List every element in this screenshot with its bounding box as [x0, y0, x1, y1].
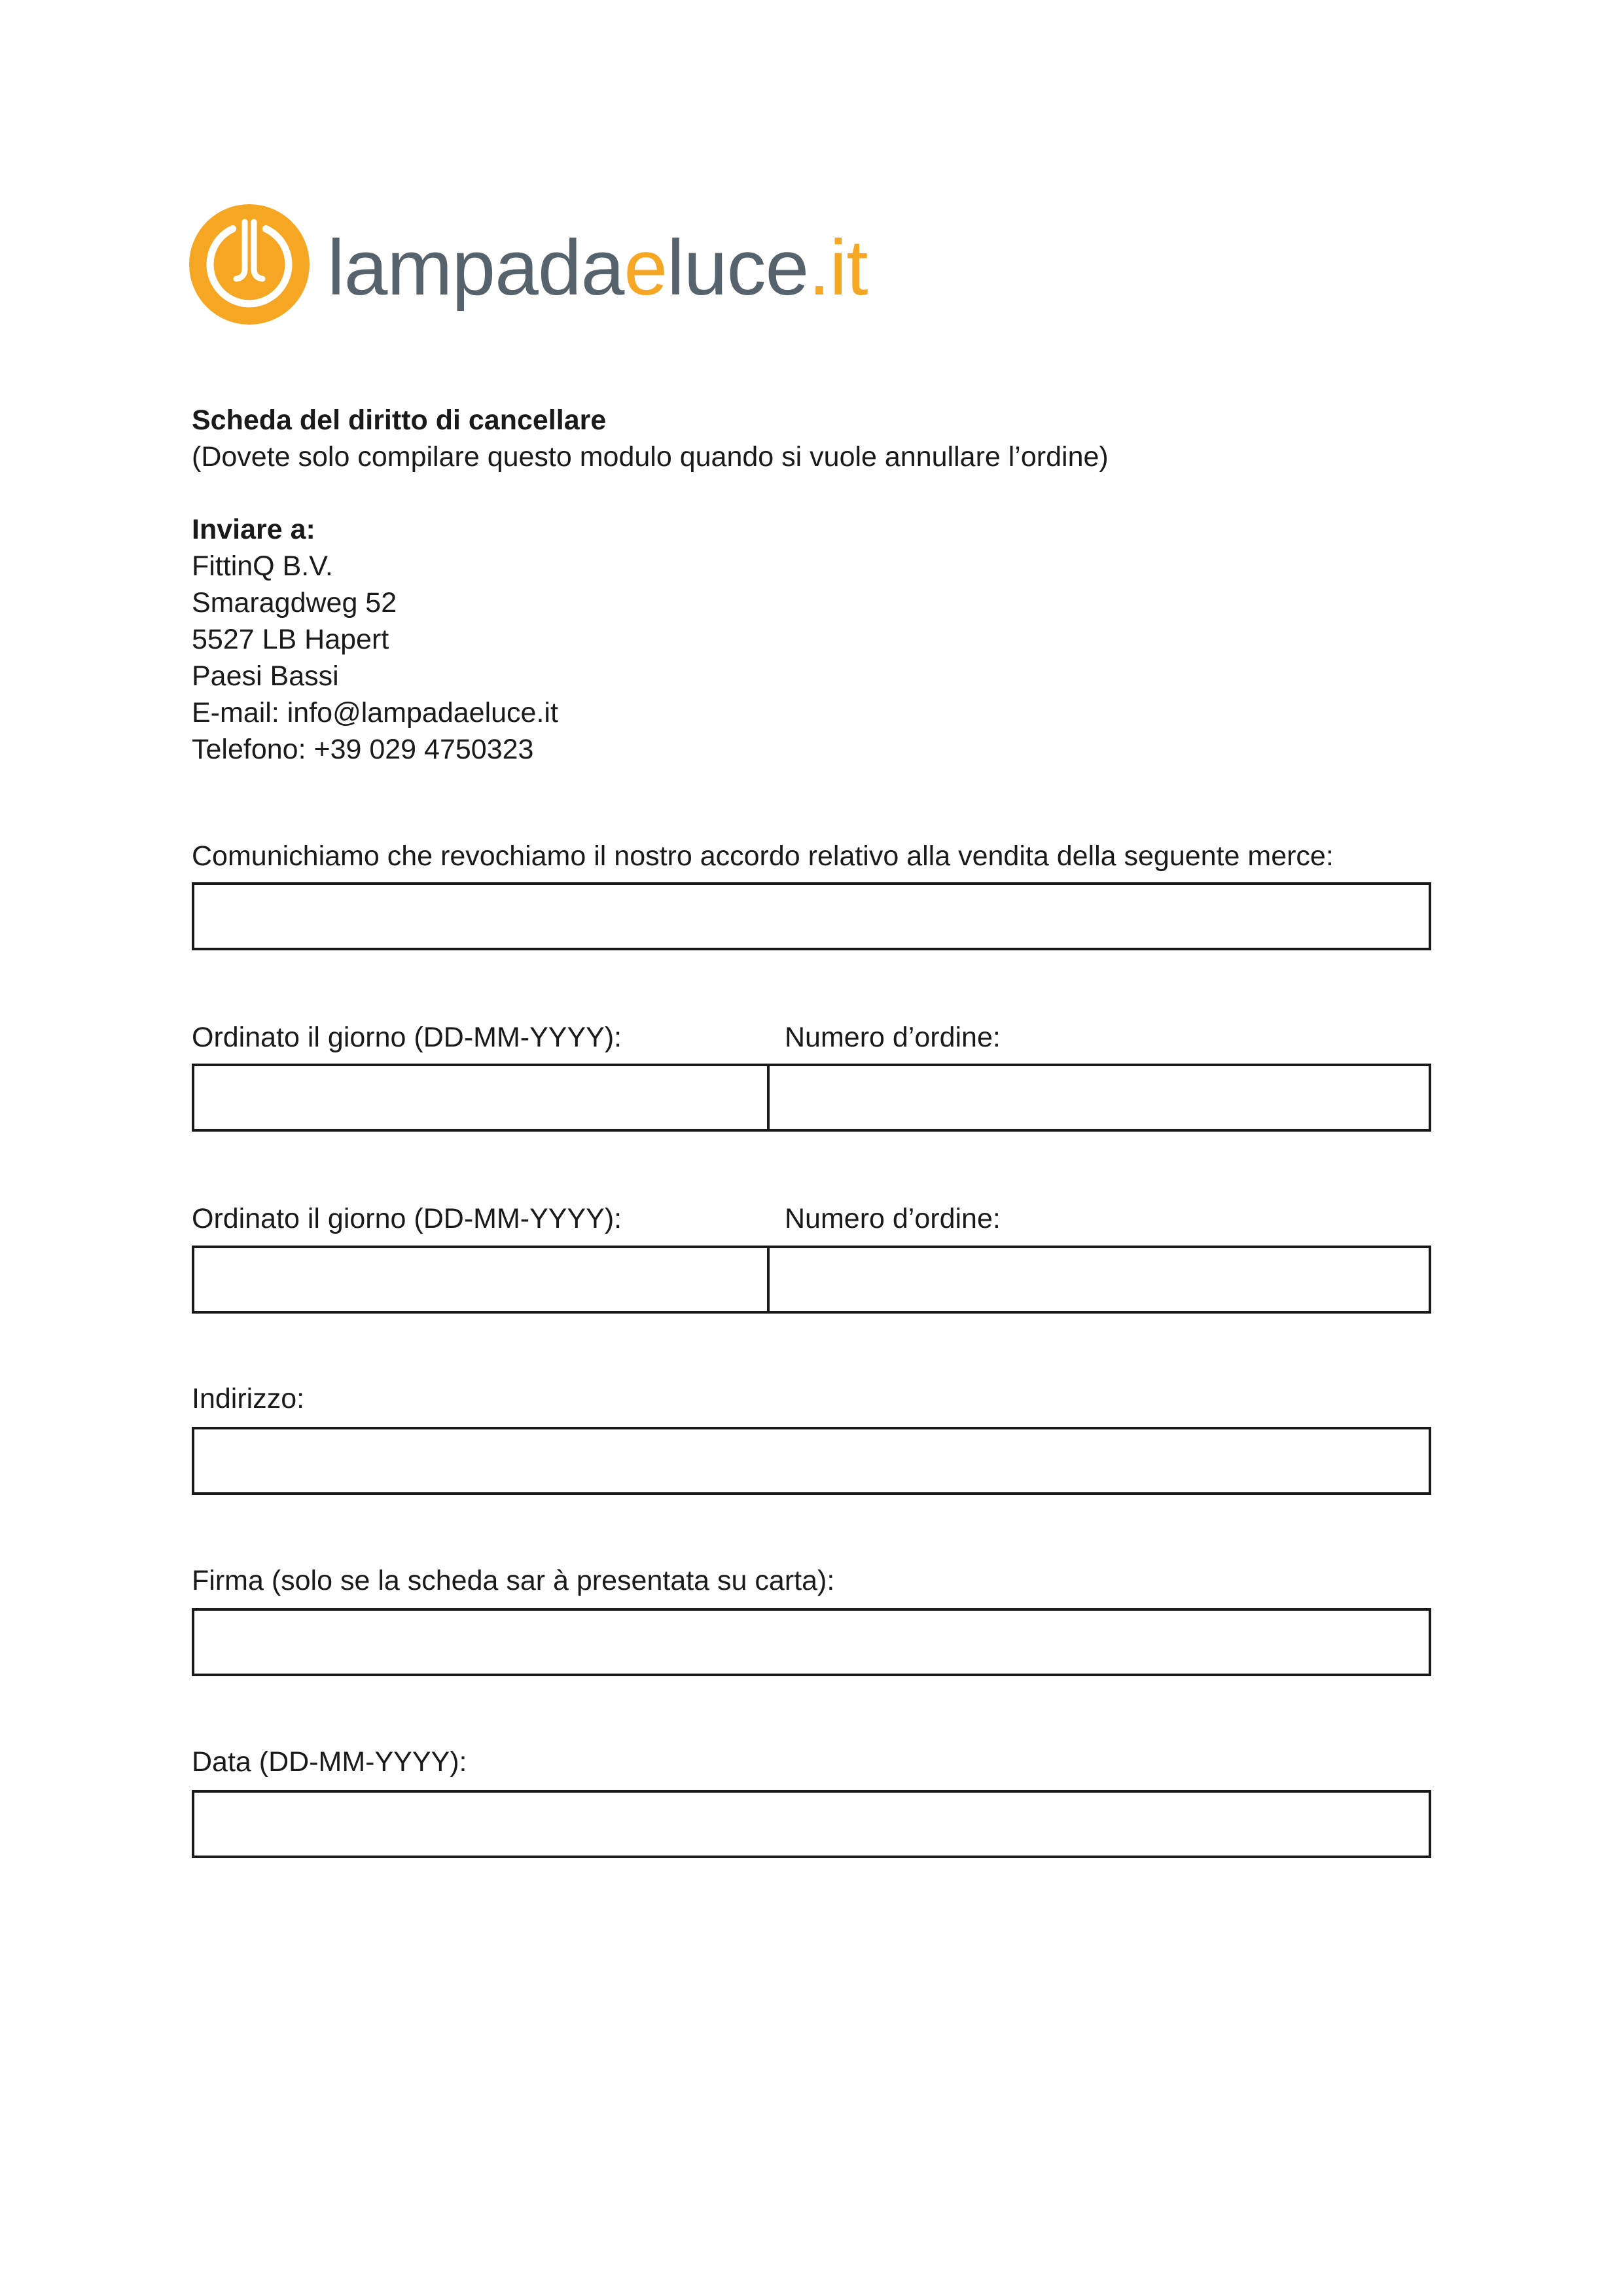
date-field-box: [192, 1790, 1431, 1858]
address-label: Indirizzo:: [192, 1383, 305, 1414]
signature-label: Firma (solo se la scheda sar à presentata su carta):: [192, 1565, 835, 1596]
recipient-street: Smaragdweg 52: [192, 587, 397, 619]
order-number-cell: [767, 1248, 1429, 1311]
signature-input[interactable]: [194, 1611, 1429, 1674]
order-date-cell: [194, 1248, 767, 1311]
goods-label: Comunichiamo che revochiamo il nostro accordo relativo alla vendita della seguente merce:: [192, 840, 1334, 872]
date-cell: [194, 1793, 1429, 1856]
logo-part-it: .it: [808, 224, 868, 312]
order-number-label: Numero d’ordine:: [785, 1203, 1001, 1234]
date-input[interactable]: [194, 1793, 1429, 1856]
goods-input[interactable]: [194, 885, 1429, 948]
recipient-email: E-mail: info@lampadaeluce.it: [192, 697, 558, 728]
power-icon: [188, 204, 310, 325]
signature-cell: [194, 1611, 1429, 1674]
address-field-box: [192, 1427, 1431, 1495]
recipient-label: Inviare a:: [192, 514, 315, 545]
page-subtitle: (Dovete solo compilare questo modulo quando si vuole annullare l’ordine): [192, 441, 1109, 473]
order-number-input[interactable]: [770, 1066, 1429, 1129]
logo-part-lampada: lampada: [327, 224, 624, 312]
recipient-block: [192, 511, 558, 768]
address-cell: [194, 1429, 1429, 1492]
heading-block: [192, 402, 1109, 475]
order-date-cell: [194, 1066, 767, 1129]
logo-part-e: e: [624, 224, 668, 312]
address-input[interactable]: [194, 1429, 1429, 1492]
logo-wordmark: [327, 224, 868, 312]
recipient-phone: Telefono: +39 029 4750323: [192, 734, 534, 765]
goods-cell: [194, 885, 1429, 948]
order-row-box: [192, 1064, 1431, 1132]
order-row-box: [192, 1246, 1431, 1314]
page-title: Scheda del diritto di cancellare: [192, 404, 607, 436]
date-label: Data (DD-MM-YYYY):: [192, 1746, 467, 1778]
logo-part-luce: luce: [667, 224, 809, 312]
order-date-label: Ordinato il giorno (DD-MM-YYYY):: [192, 1203, 622, 1234]
order-number-cell: [767, 1066, 1429, 1129]
recipient-company: FittinQ B.V.: [192, 550, 333, 582]
order-date-input[interactable]: [194, 1066, 767, 1129]
recipient-postal-city: 5527 LB Hapert: [192, 624, 389, 655]
order-date-label: Ordinato il giorno (DD-MM-YYYY):: [192, 1022, 622, 1053]
order-number-label: Numero d’ordine:: [785, 1022, 1001, 1053]
goods-field-box: [192, 882, 1431, 950]
order-number-input[interactable]: [770, 1248, 1429, 1311]
order-date-input[interactable]: [194, 1248, 767, 1311]
signature-field-box: [192, 1608, 1431, 1676]
recipient-country: Paesi Bassi: [192, 660, 339, 692]
